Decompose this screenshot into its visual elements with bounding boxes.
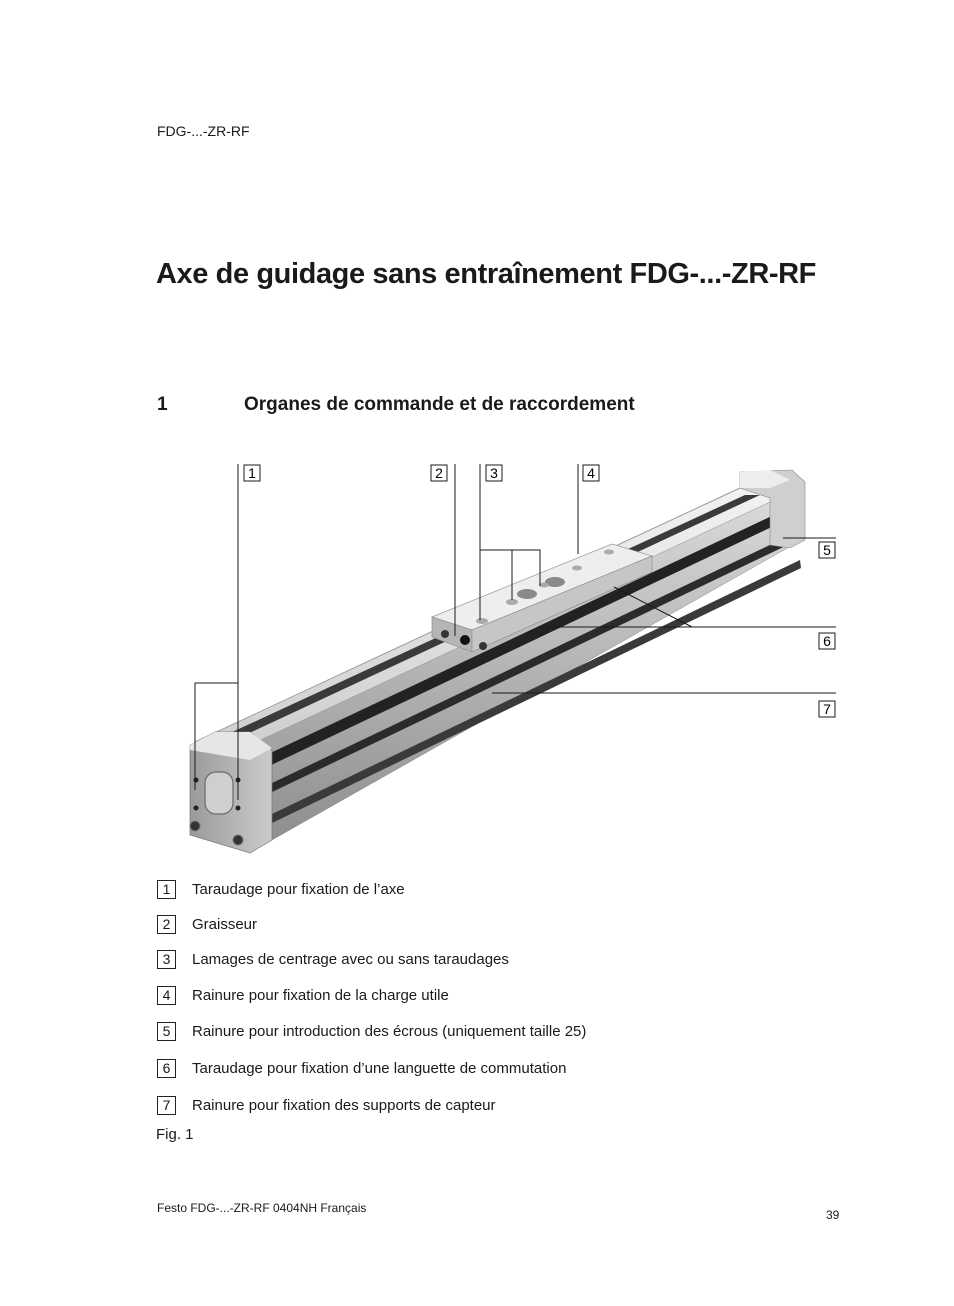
callout-3: 3 — [490, 465, 498, 481]
legend-text: Rainure pour fixation de la charge utile — [192, 987, 449, 1004]
callout-4: 4 — [587, 465, 595, 481]
legend-item — [157, 1096, 496, 1116]
page-title: Axe de guidage sans entraînement FDG-...-ZR-RF — [156, 258, 816, 290]
section-number: 1 — [157, 394, 168, 415]
legend-text: Lamages de centrage avec ou sans taraudages — [192, 951, 509, 968]
legend-number: 4 — [157, 986, 176, 1005]
legend-number: 6 — [157, 1059, 176, 1078]
callout-7: 7 — [823, 701, 831, 717]
figure-guide-axis — [0, 440, 954, 870]
legend-item — [157, 880, 405, 900]
legend-number: 5 — [157, 1022, 176, 1041]
legend-text: Rainure pour fixation des supports de capteur — [192, 1097, 496, 1114]
footer-text: Festo FDG-...-ZR-RF 0404NH Français — [157, 1201, 367, 1215]
legend-text: Rainure pour introduction des écrous (uniquement taille 25) — [192, 1023, 587, 1040]
legend-item — [157, 986, 449, 1006]
callout-2: 2 — [435, 465, 443, 481]
legend-text: Taraudage pour fixation de l’axe — [192, 881, 405, 898]
callout-1: 1 — [248, 465, 256, 481]
end-cap-left — [190, 732, 272, 853]
legend-item — [157, 915, 258, 935]
callout-6: 6 — [823, 633, 831, 649]
axis-profile — [190, 488, 805, 840]
legend-item — [157, 950, 509, 970]
legend-item — [157, 1059, 567, 1079]
legend-number: 1 — [157, 880, 176, 899]
legend-text: Taraudage pour fixation d’une languette de commutation — [192, 1060, 567, 1077]
page-number: 39 — [826, 1208, 840, 1222]
section-title: Organes de commande et de raccordement — [244, 394, 635, 415]
running-header: FDG-...-ZR-RF — [157, 123, 250, 139]
callout-5: 5 — [823, 542, 831, 558]
figure-caption: Fig. 1 — [156, 1126, 194, 1143]
legend-number: 3 — [157, 950, 176, 969]
legend-text: Graisseur — [192, 916, 258, 933]
legend-item — [157, 1022, 587, 1042]
legend-number: 7 — [157, 1096, 176, 1115]
legend-number: 2 — [157, 915, 176, 934]
